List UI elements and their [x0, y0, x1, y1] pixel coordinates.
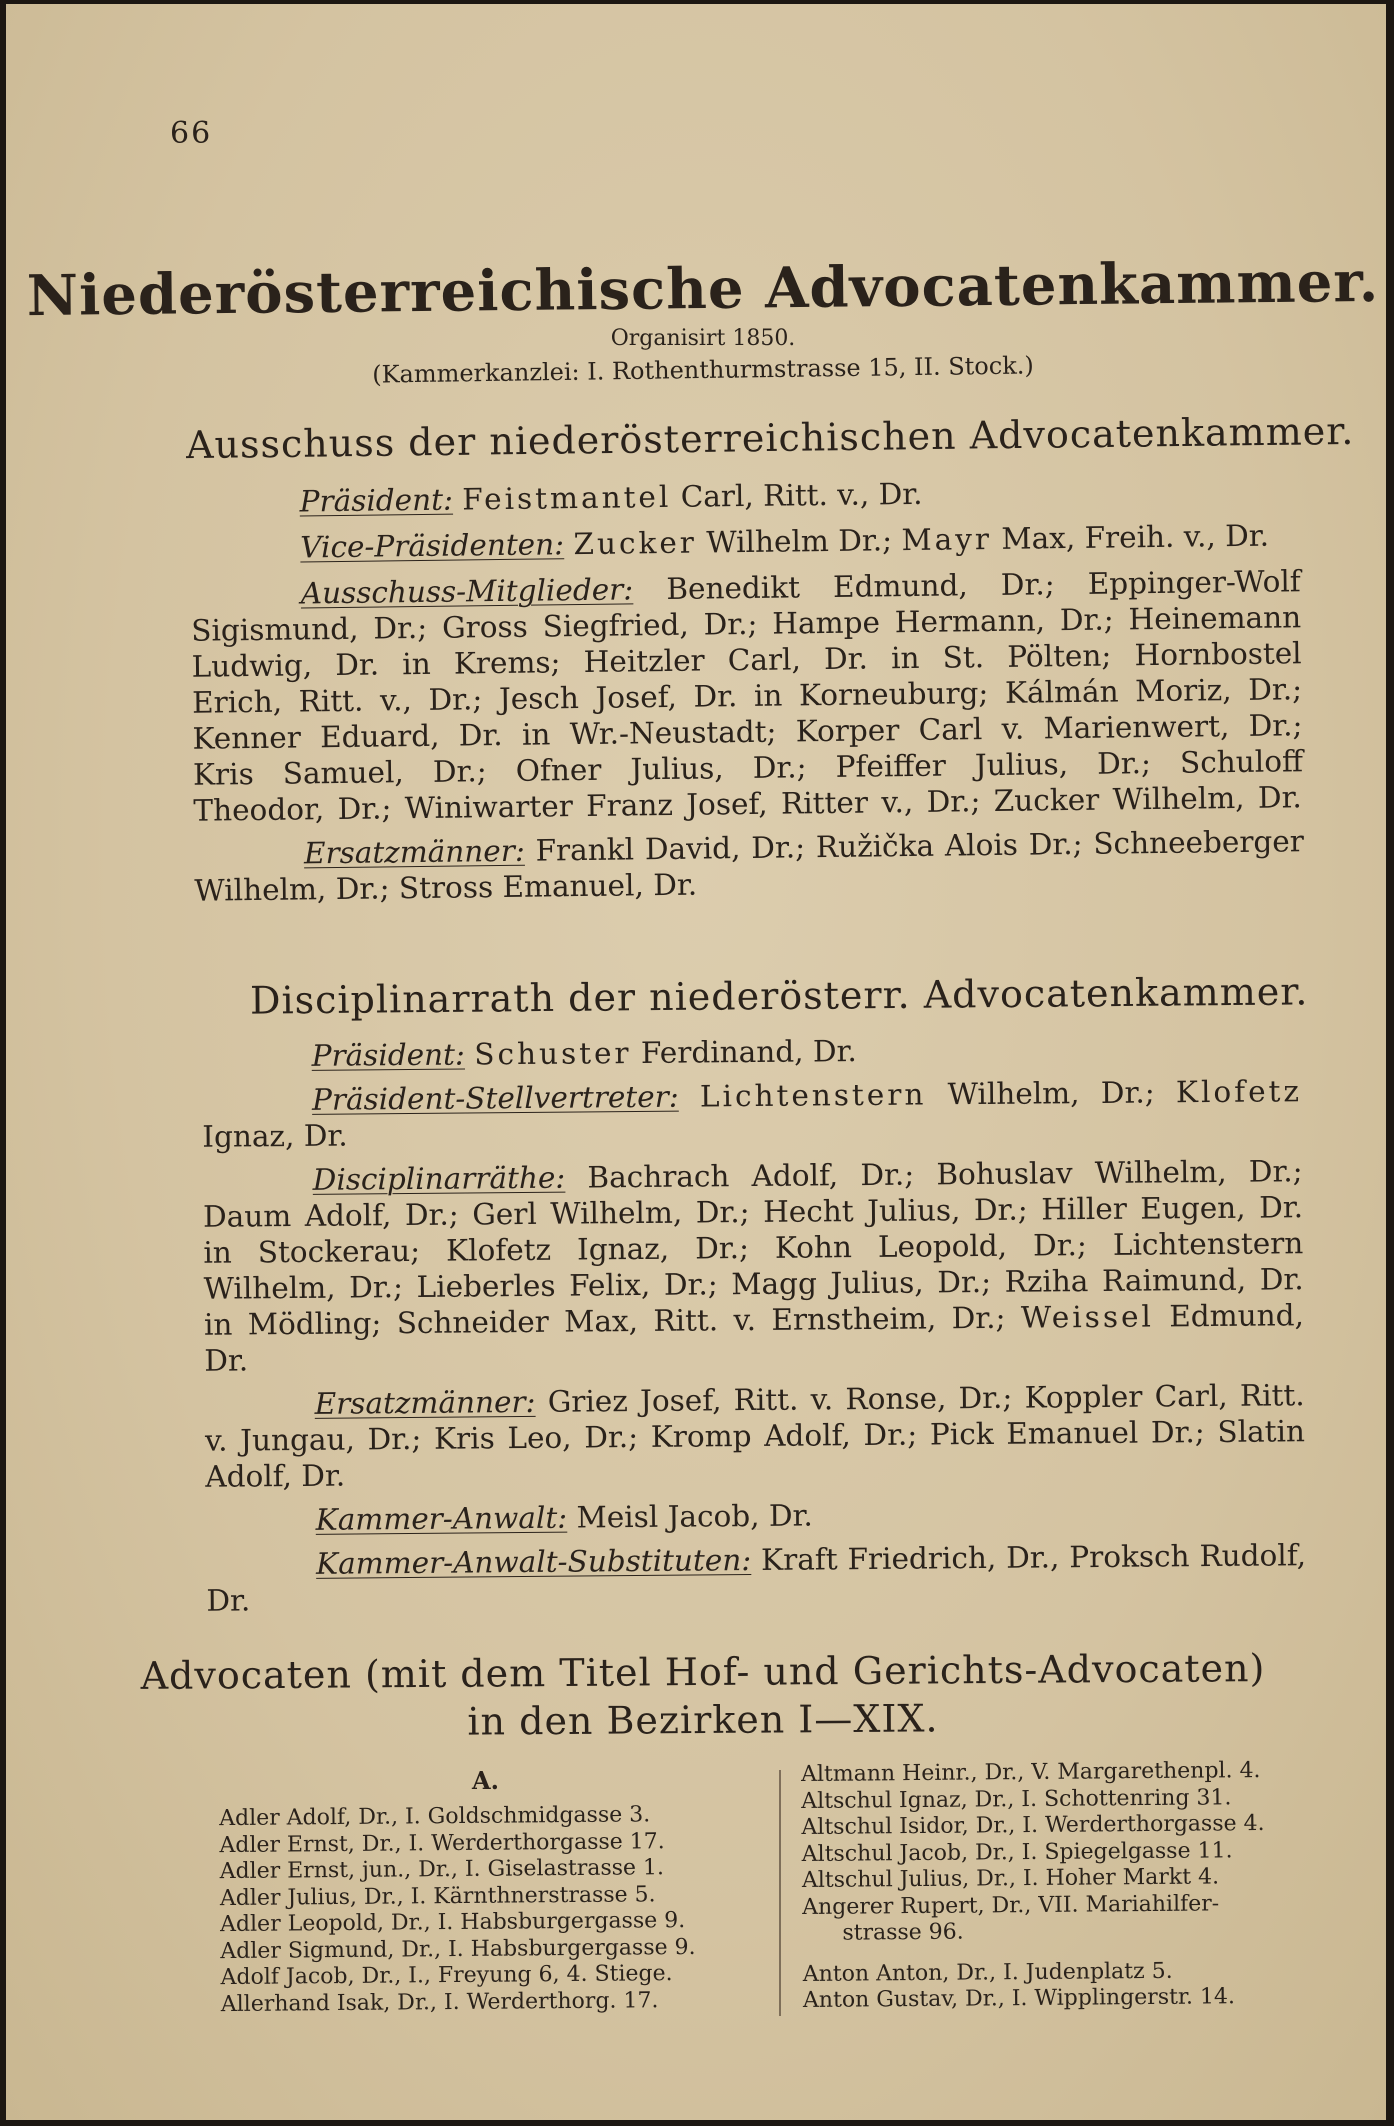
praesident-rest: Carl, Ritt. v., Dr. — [680, 476, 923, 514]
raethe-label: Disciplinarräthe: — [312, 1160, 566, 1197]
list-item: Anton Anton, Dr., I. Judenplatz 5. — [802, 1958, 1173, 1987]
stellv-label: Präsident-Stellvertreter: — [311, 1079, 679, 1117]
list-item: Adler Adolf, Dr., I. Goldschmidgasse 3. — [219, 1802, 651, 1832]
vice-name-1: Zucker — [573, 525, 698, 562]
list-item: Adler Ernst, jun., Dr., I. Giselastrasse 1. — [219, 1855, 665, 1885]
page — [6, 4, 1386, 2120]
mitglieder-label: Ausschuss-Mitglieder: — [300, 572, 634, 611]
list-item: Adler Leopold, Dr., I. Habsburgergasse 9. — [220, 1908, 686, 1938]
advocaten-heading-2: in den Bezirken I—XIX. — [467, 1696, 939, 1744]
list-item: Altschul Isidor, Dr., I. Werderthorgasse 4. — [801, 1810, 1265, 1841]
disc-ersatz-text: Griez Josef, Ritt. v. Ronse, Dr.; Koppler Carl, Ritt. v. Jungau, Dr.; Kris Leo, Dr.; Kromp Adolf, Dr.; Pick Emanuel Dr.; Slatin Adolf, Dr. — [204, 1378, 1306, 1494]
disc-praesident-rest: Ferdinand, Dr. — [640, 1034, 857, 1070]
list-item: Adolf Jacob, Dr., I., Freyung 6, 4. Stiege. — [220, 1961, 673, 1991]
vice-rest-2: Max, Freih. v., Dr. — [1001, 518, 1270, 556]
stellv-name-2: Klofetz — [1175, 1074, 1303, 1110]
praesident-name: Feistmantel — [462, 479, 672, 517]
disc-ersatz — [205, 1377, 1306, 1495]
list-item: Altschul Julius, Dr., I. Hoher Markt 4. — [801, 1864, 1220, 1894]
mitglieder-text: Benedikt Edmund, Dr.; Eppinger-Wolf Sigismund, Dr.; Gross Siegfried, Dr.; Hampe Hermann, Dr.; Heinemann Ludwig, Dr. in Krems; Heitzler Carl, Dr. in St. Pölten; Hornbostel Erich, Ritt. v., Dr.; Jesch Josef, Dr. in Korneuburg; Kálmán Moriz, Dr.; Kenner Eduard, Dr. in Wr.-Neustadt; Korper Carl v. Marienwert, Dr.; Kris Samuel, Dr.; Ofner Julius, Dr.; Pfeiffer Julius, Dr.; Schuloff Theodor, Dr.; Winiwarter Franz Josef, Ritter v., Dr.; Zucker Wilhelm, Dr. — [191, 564, 1304, 828]
address-note: (Kammerkanzlei: I. Rothenthurmstrasse 15, II. Stock.) — [372, 351, 1034, 389]
disc-praesident-name: Schuster — [474, 1036, 632, 1072]
ersatz-text: Frankl David, Dr.; Ružička Alois Dr.; Schneeberger Wilhelm, Dr.; Stross Emanuel, Dr. — [194, 824, 1305, 908]
subst-text: Kraft Friedrich, Dr., Proksch Rudolf, Dr. — [206, 1538, 1307, 1618]
disc-praesident — [201, 1029, 1301, 1075]
list-item: Adler Ernst, Dr., I. Werderthorgasse 17. — [219, 1828, 665, 1858]
column-divider — [779, 1770, 781, 2016]
advocaten-heading-1: Advocaten (mit dem Titel Hof- und Gerichts-Advocaten) — [140, 1646, 1266, 1698]
ausschuss-praesident — [189, 471, 1299, 521]
list-item: Altschul Ignaz, Dr., I. Schottenring 31. — [801, 1784, 1232, 1814]
list-item: Altmann Heinr., Dr., V. Margarethenpl. 4. — [800, 1758, 1261, 1788]
page-title: Niederösterreichische Advocatenkammer. — [26, 248, 1380, 330]
raethe-rest: Edmund, Dr. — [204, 1298, 1305, 1378]
anwalt-text: Meisl Jacob, Dr. — [576, 1498, 813, 1535]
list-item-continuation: strasse 96. — [842, 1919, 964, 1946]
vice-name-2: Mayr — [901, 521, 993, 558]
list-item: Altschul Jacob, Dr., I. Spiegelgasse 11. — [801, 1837, 1233, 1867]
ersatz-label: Ersatzmänner: — [303, 833, 525, 871]
vice-rest-1: Wilhelm Dr.; — [706, 523, 893, 560]
list-item: Allerhand Isak, Dr., I. Werderthorg. 17. — [220, 1987, 659, 2017]
kammer-anwalt-substituten — [206, 1537, 1307, 1619]
ausschuss-section — [189, 471, 1304, 909]
ausschuss-ersatz — [194, 823, 1305, 909]
list-item: Anton Gustav, Dr., I. Wipplingerstr. 14. — [802, 1984, 1236, 2014]
list-item: Adler Sigmund, Dr., I. Habsburgergasse 9. — [220, 1934, 696, 1964]
anwalt-label: Kammer-Anwalt: — [315, 1500, 568, 1537]
disciplinarrath-section — [201, 1029, 1306, 1619]
disciplinarrath-heading: Disciplinarrath der niederösterr. Advocatenkammer. — [249, 969, 1309, 1023]
letter-heading: A. — [472, 1766, 499, 1795]
advocaten-right-column — [801, 1758, 1266, 2015]
disc-raethe — [203, 1153, 1305, 1379]
kammer-anwalt — [206, 1493, 1306, 1539]
vice-label: Vice-Präsidenten: — [300, 527, 565, 565]
list-item: Adler Julius, Dr., I. Kärnthnerstrasse 5. — [219, 1881, 656, 1911]
praesident-label: Präsident: — [299, 482, 454, 519]
ausschuss-vice — [190, 517, 1300, 567]
ausschuss-heading: Ausschuss der niederösterreichischen Advocatenkammer. — [185, 408, 1355, 468]
page-number: 66 — [170, 116, 213, 151]
stellv-name: Lichtenstern — [699, 1077, 927, 1114]
disc-ersatz-label: Ersatzmänner: — [314, 1384, 536, 1421]
stellv-rest-2: Ignaz, Dr. — [202, 1118, 348, 1154]
stellv-rest: Wilhelm, Dr.; — [947, 1075, 1155, 1112]
raethe-text: Bachrach Adolf, Dr.; Bohuslav Wilhelm, Dr.; Daum Adolf, Dr.; Gerl Wilhelm, Dr.; Hecht Julius, Dr.; Hiller Eugen, Dr. in Stockerau; Klofetz Ignaz, Dr.; Kohn Leopold, Dr.; Lichtenstern Wilhelm, Dr.; Lieberles Felix, Dr.; Magg Julius, Dr.; Rziha Raimund, Dr. in Mödling; Schneider Max, Ritt. v. Ernstheim, Dr.; — [202, 1154, 1304, 1342]
subst-label: Kammer-Anwalt-Substituten: — [315, 1543, 752, 1581]
disc-praesident-label: Präsident: — [311, 1037, 466, 1073]
advocaten-left-column — [219, 1802, 696, 2018]
disc-stellvertreter — [202, 1073, 1303, 1155]
list-item: Angerer Rupert, Dr., VII. Mariahilfer- — [802, 1890, 1220, 1920]
ausschuss-mitglieder — [191, 563, 1304, 829]
organised-note: Organisirt 1850. — [610, 326, 796, 351]
raethe-name: Weissel — [1020, 1299, 1155, 1335]
